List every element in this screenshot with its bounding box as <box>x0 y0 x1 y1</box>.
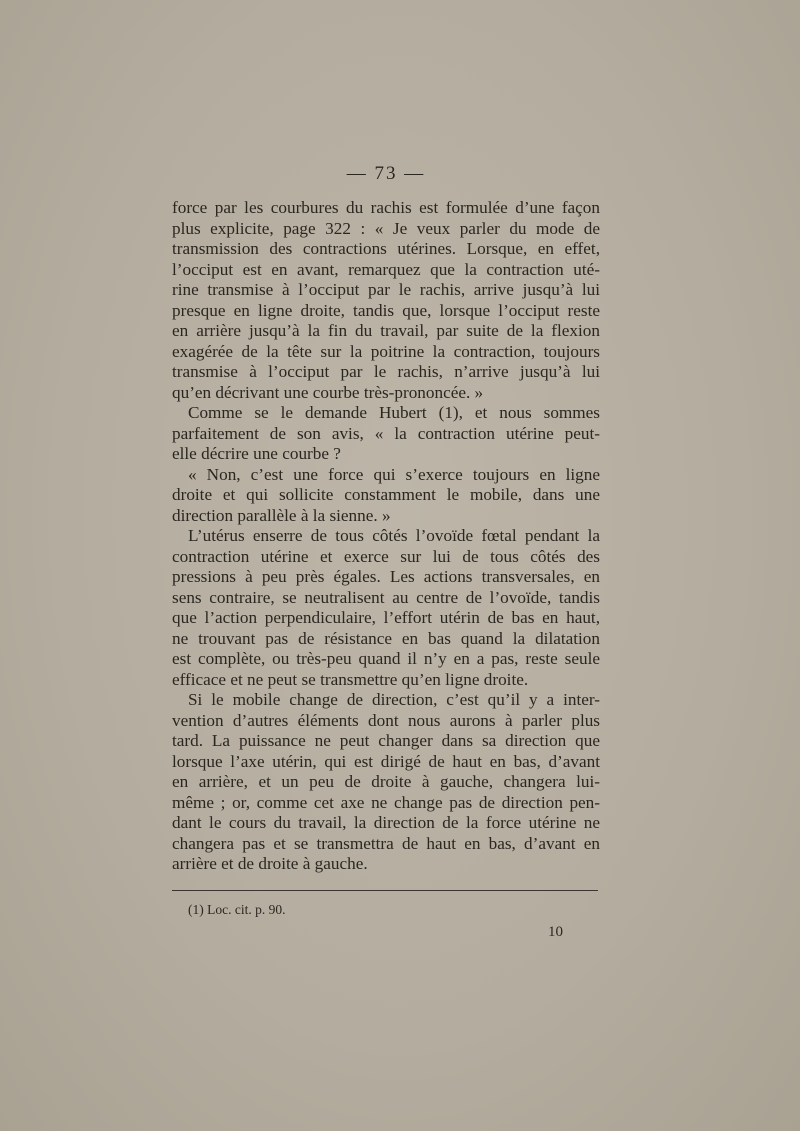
text-line: contraction utérine et exerce sur lui de tous côtés des <box>172 546 600 566</box>
text-line: dant le cours du travail, la direction de la force utérine ne <box>172 813 600 832</box>
text-line: elle décrire une courbe ? <box>172 444 341 463</box>
text-line: rine transmise à l’occiput par le rachis, arrive jusqu’à lui <box>172 280 600 299</box>
text-line: exagérée de la tête sur la poitrine la contraction, toujours <box>172 341 600 361</box>
text-line: est complète, ou très-peu quand il n’y en a pas, reste seule <box>172 649 600 668</box>
text-line: pressions à peu près égales. Les actions transversales, en <box>172 567 600 586</box>
text-line: « Non, c’est une force qui s’exerce toujours en ligne <box>188 464 600 484</box>
text-line: l’occiput est en avant, remarquez que la contraction uté- <box>172 259 600 279</box>
text-line: parfaitement de son avis, « la contraction utérine peut- <box>172 423 600 443</box>
text-line: transmission des contractions utérines. Lorsque, en effet, <box>172 239 600 258</box>
page-number: — 73 — <box>346 163 426 184</box>
text-line: droite et qui sollicite constamment le mobile, dans une <box>172 485 600 504</box>
footnote: (1) Loc. cit. p. 90. <box>188 902 286 917</box>
text-line: changera pas et se transmettra de haut en bas, d’avant en <box>172 833 600 853</box>
text-line: que l’action perpendiculaire, l’effort utérin de bas en haut, <box>172 608 600 627</box>
text-line: en arrière, et un peu de droite à gauche, changera lui- <box>172 772 600 791</box>
signature-mark: 10 <box>548 924 563 940</box>
text-line: plus explicite, page 322 : « Je veux parler du mode de <box>172 218 600 238</box>
text-line: en arrière jusqu’à la fin du travail, par suite de la flexion <box>172 321 600 340</box>
text-line: tard. La puissance ne peut changer dans sa direction que <box>172 731 600 750</box>
text-line: même ; or, comme cet axe ne change pas de direction pen- <box>172 792 600 812</box>
text-line: Comme se le demande Hubert (1), et nous sommes <box>188 403 600 422</box>
body-text <box>172 198 600 875</box>
text-line: presque en ligne droite, tandis que, lorsque l’occiput reste <box>172 300 600 320</box>
text-line: arrière et de droite à gauche. <box>172 854 368 873</box>
footnote-divider <box>172 890 598 891</box>
text-line: qu’en décrivant une courbe très-prononcée. » <box>172 382 484 402</box>
text-line: vention d’autres éléments dont nous aurons à parler plus <box>172 710 600 730</box>
text-line: ne trouvant pas de résistance en bas quand la dilatation <box>172 628 600 648</box>
text-line: lorsque l’axe utérin, qui est dirigé de haut en bas, d’avant <box>172 751 600 771</box>
text-line: Si le mobile change de direction, c’est qu’il y a inter- <box>188 690 600 709</box>
text-line: direction parallèle à la sienne. » <box>172 505 391 525</box>
text-line: efficace et ne peut se transmettre qu’en ligne droite. <box>172 669 529 689</box>
text-line: sens contraire, se neutralisent au centre de l’ovoïde, tandis <box>172 587 600 607</box>
text-line: L’utérus enserre de tous côtés l’ovoïde fœtal pendant la <box>188 526 600 545</box>
text-line: transmise à l’occiput par le rachis, n’arrive jusqu’à lui <box>172 362 600 381</box>
text-line: force par les courbures du rachis est formulée d’une façon <box>172 198 600 217</box>
